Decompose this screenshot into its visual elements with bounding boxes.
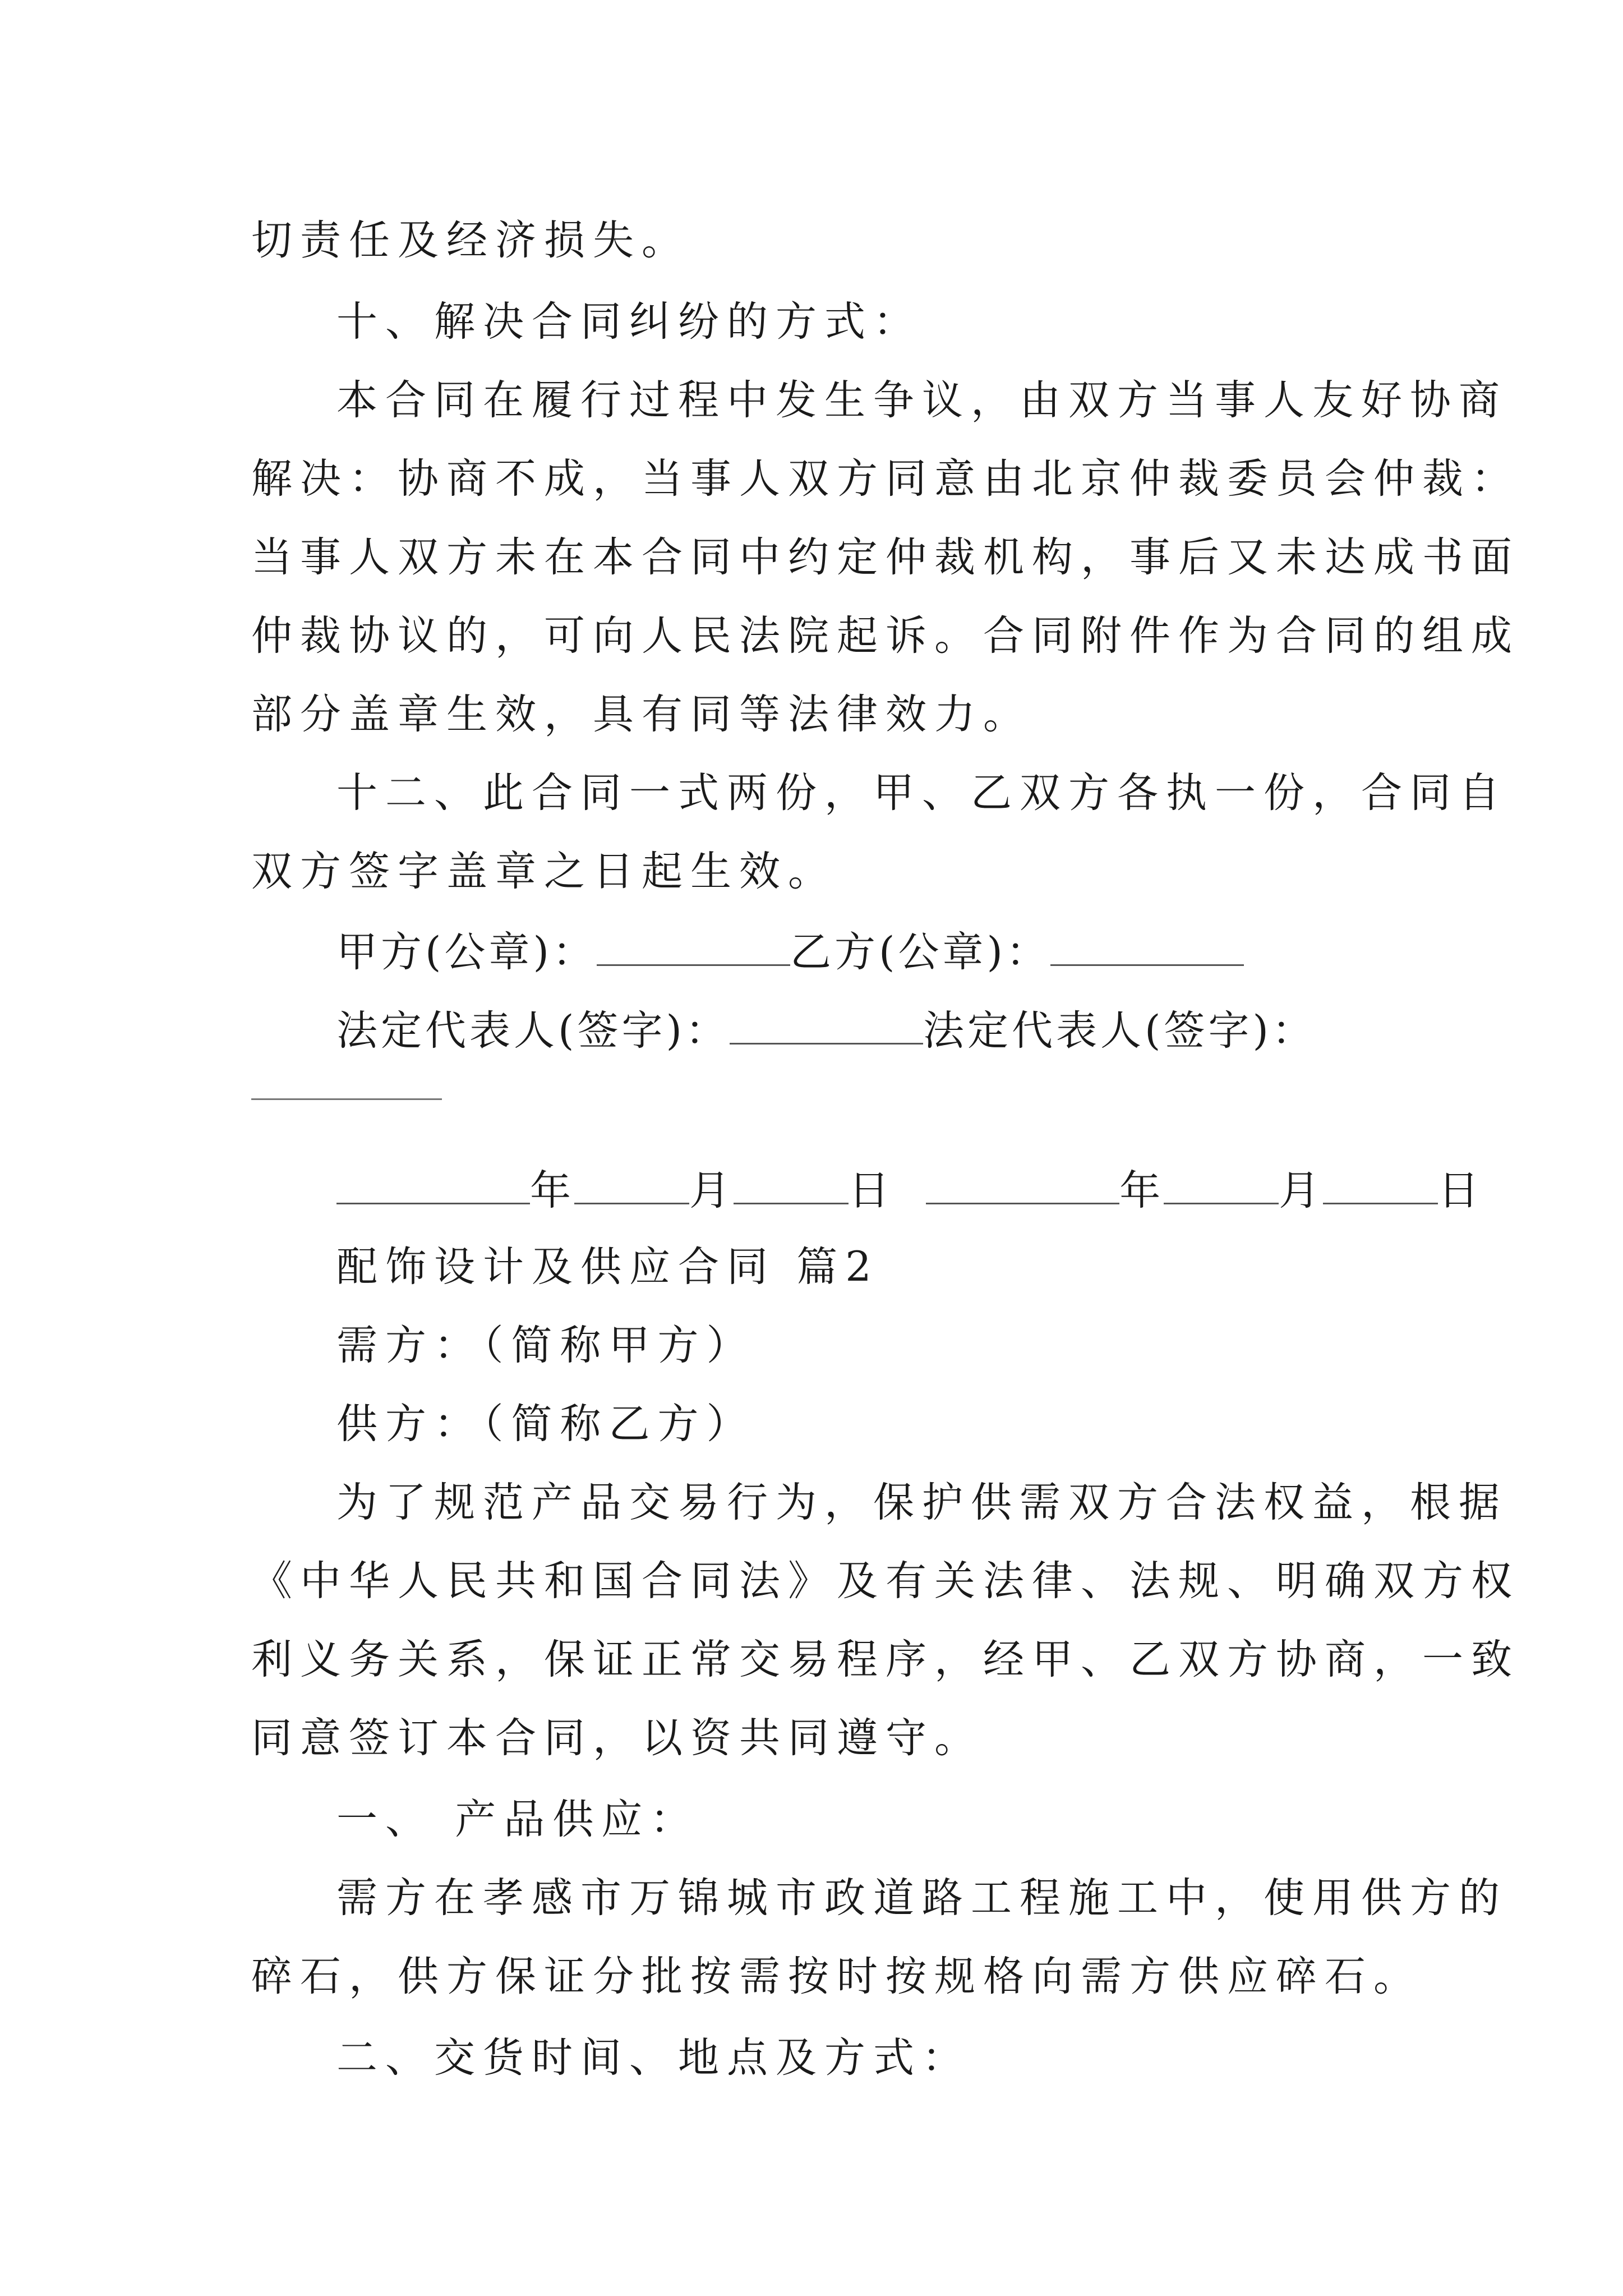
rep-b-label: 法定代表人(签字)： bbox=[923, 1007, 1316, 1055]
year-b-blank[interactable] bbox=[926, 1168, 1119, 1204]
month-label: 月 bbox=[1279, 1167, 1324, 1214]
day-label: 日 bbox=[1438, 1167, 1483, 1214]
paragraph-line: 十二、此合同一式两份，甲、乙双方各执一份，合同自 bbox=[336, 769, 1507, 817]
supplier-line: 供方：（简称乙方） bbox=[336, 1400, 755, 1448]
paragraph-line: 为了规范产品交易行为，保护供需双方合法权益，根据 bbox=[336, 1479, 1507, 1526]
party-b-seal-label: 乙方(公章)： bbox=[790, 928, 1050, 976]
day-b-blank[interactable] bbox=[1323, 1168, 1438, 1204]
year-a-blank[interactable] bbox=[336, 1168, 530, 1204]
buyer-line: 需方：（简称甲方） bbox=[336, 1322, 755, 1369]
section-heading: 十、解决合同纠纷的方式： bbox=[336, 298, 922, 346]
rep-a-blank[interactable] bbox=[730, 1008, 923, 1045]
rep-b-blank[interactable] bbox=[251, 1098, 442, 1100]
party-a-seal-label: 甲方(公章)： bbox=[336, 928, 597, 976]
month-label: 月 bbox=[689, 1167, 734, 1214]
year-label: 年 bbox=[530, 1167, 574, 1214]
day-label: 日 bbox=[849, 1167, 893, 1214]
date-line bbox=[336, 1167, 1483, 1214]
party-b-seal-blank[interactable] bbox=[1050, 930, 1244, 966]
paragraph-line: 碎石，供方保证分批按需按时按规格向需方供应碎石。 bbox=[251, 1953, 1422, 2000]
clause-heading: 一、 产品供应： bbox=[336, 1796, 699, 1843]
paragraph-line: 当事人双方未在本合同中约定仲裁机构，事后又未达成书面 bbox=[251, 533, 1520, 581]
paragraph-line: 切责任及经济损失。 bbox=[251, 217, 690, 264]
seal-signature-line bbox=[336, 928, 1244, 976]
paragraph-line: 解决：协商不成，当事人双方同意由北京仲裁委员会仲裁： bbox=[251, 455, 1520, 503]
representative-signature-line bbox=[336, 1007, 1316, 1055]
year-label: 年 bbox=[1119, 1167, 1164, 1214]
month-b-blank[interactable] bbox=[1164, 1168, 1279, 1204]
rep-a-label: 法定代表人(签字)： bbox=[336, 1007, 730, 1055]
section-title: 配饰设计及供应合同 篇2 bbox=[336, 1243, 879, 1291]
month-a-blank[interactable] bbox=[574, 1168, 689, 1204]
paragraph-line: 《中华人民共和国合同法》及有关法律、法规、明确双方权 bbox=[251, 1557, 1520, 1605]
paragraph-line: 双方签字盖章之日起生效。 bbox=[251, 848, 837, 895]
clause-heading: 二、交货时间、地点及方式： bbox=[336, 2034, 971, 2082]
paragraph-line: 需方在孝感市万锦城市政道路工程施工中，使用供方的 bbox=[336, 1874, 1507, 1922]
party-a-seal-blank[interactable] bbox=[597, 930, 790, 966]
paragraph-line: 利义务关系，保证正常交易程序，经甲、乙双方协商，一致 bbox=[251, 1636, 1520, 1683]
paragraph-line: 同意签订本合同，以资共同遵守。 bbox=[251, 1714, 983, 1762]
paragraph-line: 仲裁协议的，可向人民法院起诉。合同附件作为合同的组成 bbox=[251, 612, 1520, 660]
day-a-blank[interactable] bbox=[734, 1168, 849, 1204]
paragraph-line: 本合同在履行过程中发生争议，由双方当事人友好协商 bbox=[336, 376, 1507, 424]
paragraph-line: 部分盖章生效，具有同等法律效力。 bbox=[251, 691, 1032, 738]
